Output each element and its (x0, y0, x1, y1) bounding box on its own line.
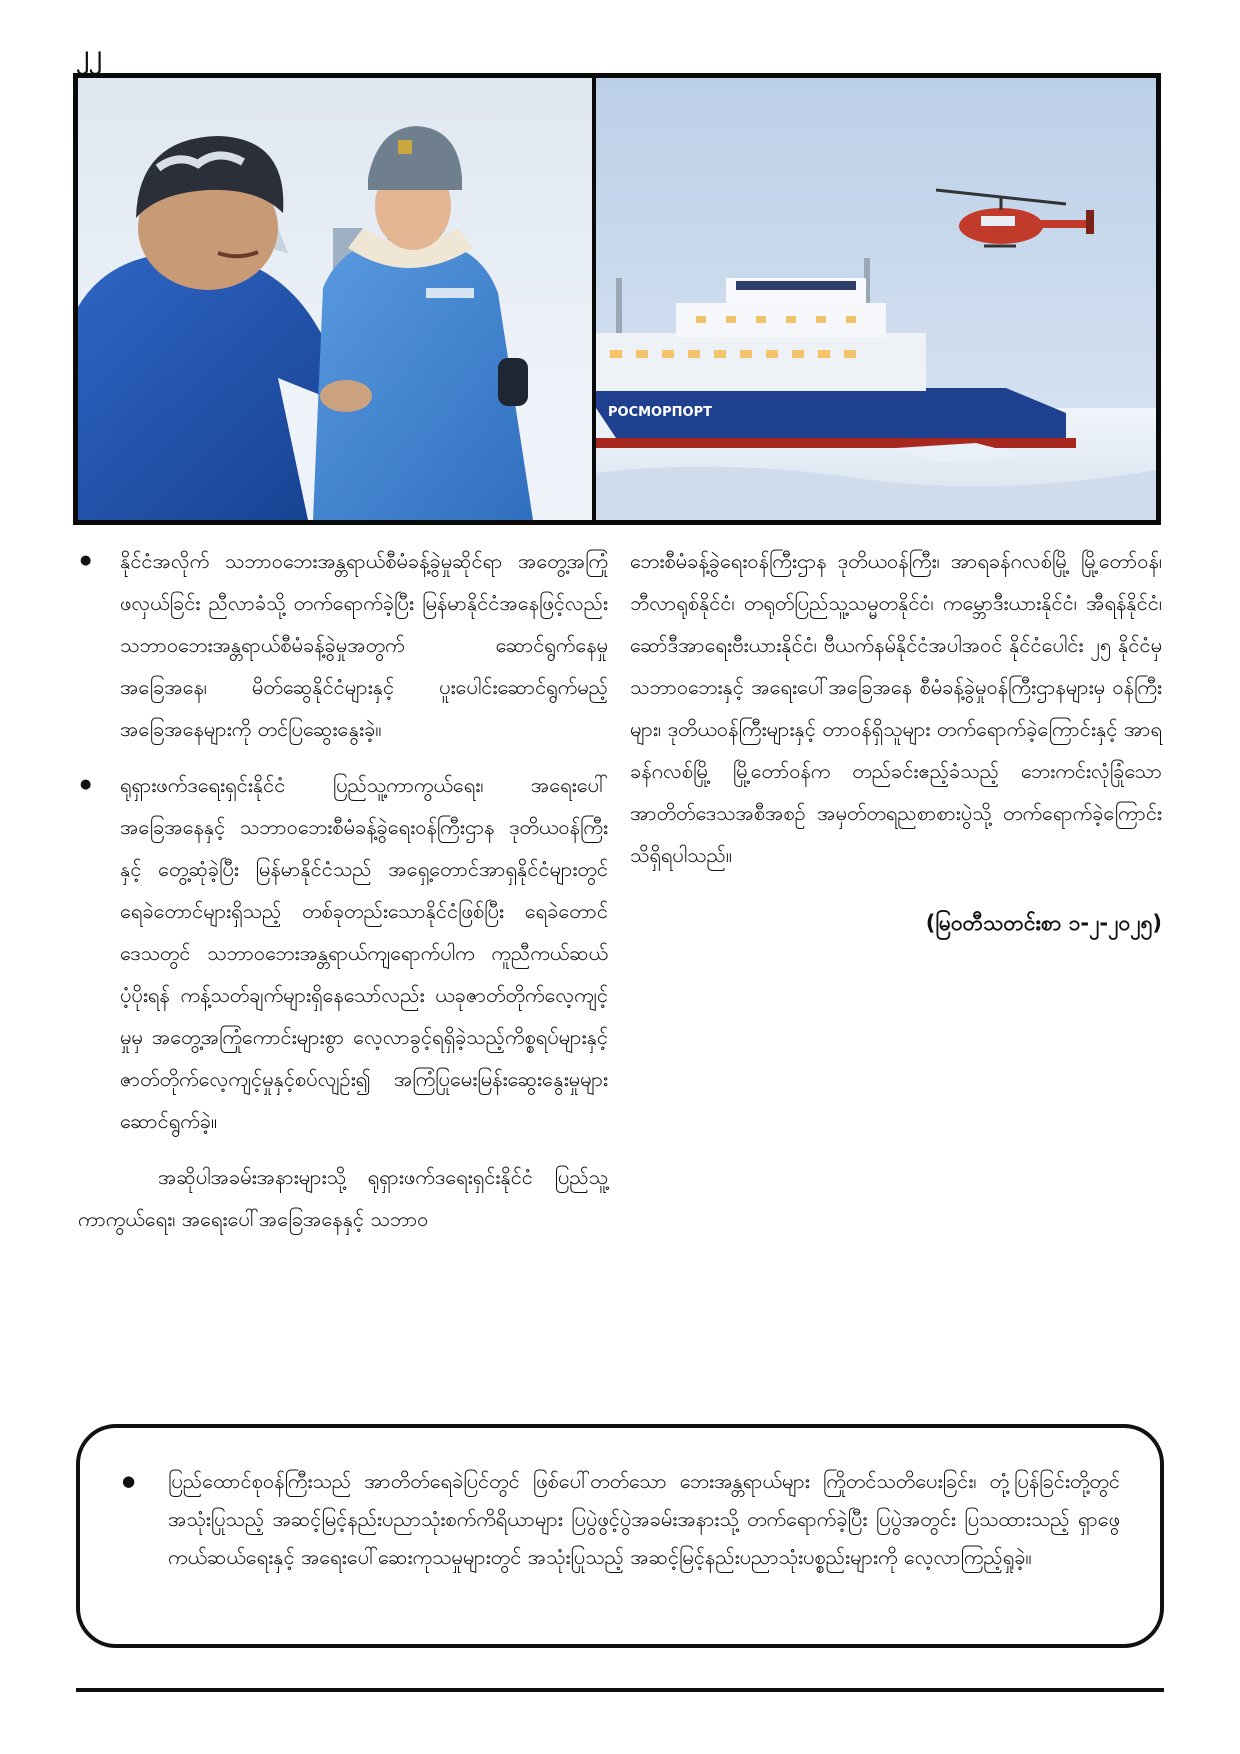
page-number: ၂၂ (76, 40, 102, 70)
highlight-bullet: ● ပြည်ထောင်စုဝန်ကြီးသည် အာတိတ်ရေခဲပြင်တွင် ဖြစ်ပေါ်တတ်သော ဘေးအန္တရာယ်များ ကြိုတင်သတိပေးခြင်း၊ တုံ့ပြန်ခြင်းတို့တွင် အသုံးပြုသည့် အဆင့်မြင့်နည်းပညာသုံးစက်ကိရိယာများ ပြပွဲဖွင့်ပွဲအခမ်းအနားသို့ တက်ရောက်ခဲ့ပြီး ပြပွဲအတွင်း ပြသထားသည့် ရှာဖွေကယ်ဆယ်ရေးနှင့် အရေးပေါ်ဆေးကုသမှုများတွင် အသုံးပြုသည့် အဆင့်မြင့်နည်းပညာသုံးပစ္စည်းများကို လေ့လာကြည့်ရှုခဲ့။ (120, 1462, 1120, 1576)
left-text-column (78, 540, 608, 1240)
source-citation: (မြဝတီသတင်းစာ ၁-၂-၂၀၂၅) (925, 911, 1162, 935)
handshake-photo (78, 78, 592, 520)
right-continuation-paragraph: ဘေးစီမံခန့်ခွဲရေးဝန်ကြီးဌာန ဒုတိယဝန်ကြီး၊ အာရခန်ဂလစ်မြို့ မြို့တော်ဝန်၊ ဘီလာရုစ်နိုင်ငံ၊ တရုတ်ပြည်သူ့သမ္မတနိုင်ငံ၊ ကမ္ဘောဒီးယားနိုင်ငံ၊ အီရန်နိုင်ငံ၊ ဆော်ဒီအာရေးဗီးယားနိုင်ငံ၊ ဗီယက်နမ်နိုင်ငံအပါအဝင် နိုင်ငံပေါင်း ၂၅ နိုင်ငံမှ သဘာဝဘေးနှင့် အရေးပေါ်အခြေအနေ စီမံခန့်ခွဲမှုဝန်ကြီးဌာနများမှ ဝန်ကြီးများ၊ ဒုတိယဝန်ကြီးများနှင့် တာဝန်ရှိသူများ တက်ရောက်ခဲ့ကြောင်းနှင့် အာရခန်ဂလစ်မြို့ မြို့တော်ဝန်က တည်ခင်းဧည့်ခံသည့် ဘေးကင်းလုံခြုံသော အာတိတ်ဒေသအစီအစဉ် အမှတ်တရညစာစားပွဲသို့ တက်ရောက်ခဲ့ကြောင်း သိရှိရပါသည်။ (630, 549, 1162, 867)
highlight-box (76, 1424, 1164, 1648)
icebreaker-ship-photo (596, 78, 1156, 520)
left-bullet-2: ● ရုရှားဖက်ဒရေးရှင်းနိုင်ငံ ပြည်သူ့ကာကွယ်ရေး၊ အရေးပေါ်အခြေအနေနှင့် သဘာဝဘေးစီမံခန့်ခွဲရေးဝန်ကြီးဌာန ဒုတိယဝန်ကြီးနှင့် တွေ့ဆုံခဲ့ပြီး မြန်မာနိုင်ငံသည် အရှေ့တောင်အာရှနိုင်ငံများတွင် ရေခဲတောင်များရှိသည့် တစ်ခုတည်းသောနိုင်ငံဖြစ်ပြီး ရေခဲတောင်ဒေသတွင် သဘာဝဘေးအန္တရာယ်ကျရောက်ပါက ကူညီကယ်ဆယ်ပံ့ပိုးရန် ကန့်သတ်ချက်များရှိနေသော်လည်း ယခုဇာတ်တိုက်လေ့ကျင့်မှုမှ အတွေ့အကြုံကောင်းများစွာ လေ့လာခွင့်ရရှိခဲ့သည့်ကိစ္စရပ်များနှင့် ဇာတ်တိုက်လေ့ကျင့်မှုနှင့်စပ်လျဉ်း၍ အကြံပြုမေးမြန်းဆွေးနွေးမှုများ ဆောင်ရွက်ခဲ့။ (78, 764, 608, 1142)
ship-name-label: РОСМОРПОРТ (608, 405, 712, 420)
left-closing-paragraph: အဆိုပါအခမ်းအနားများသို့ ရုရှားဖက်ဒရေးရှင်းနိုင်ငံ ပြည်သူ့ကာကွယ်ရေး၊ အရေးပေါ်အခြေအနေနှင့် သဘာဝ (78, 1165, 608, 1231)
left-bullet-1: ● နိုင်ငံအလိုက် သဘာဝဘေးအန္တရာယ်စီမံခန့်ခွဲမှုဆိုင်ရာ အတွေ့အကြုံဖလှယ်ခြင်း ညီလာခံသို့ တက်ရောက်ခဲ့ပြီး မြန်မာနိုင်ငံအနေဖြင့်လည်း သဘာဝဘေးအန္တရာယ်စီမံခန့်ခွဲမှုအတွက် ဆောင်ရွက်နေမှုအခြေအနေ၊ မိတ်ဆွေနိုင်ငံများနှင့် ပူးပေါင်းဆောင်ရွက်မည့် အခြေအနေများကို တင်ပြဆွေးနွေးခဲ့။ (78, 540, 608, 750)
footer-rule (76, 1688, 1164, 1692)
photo-frame (73, 73, 1161, 525)
right-text-column (630, 540, 1162, 944)
